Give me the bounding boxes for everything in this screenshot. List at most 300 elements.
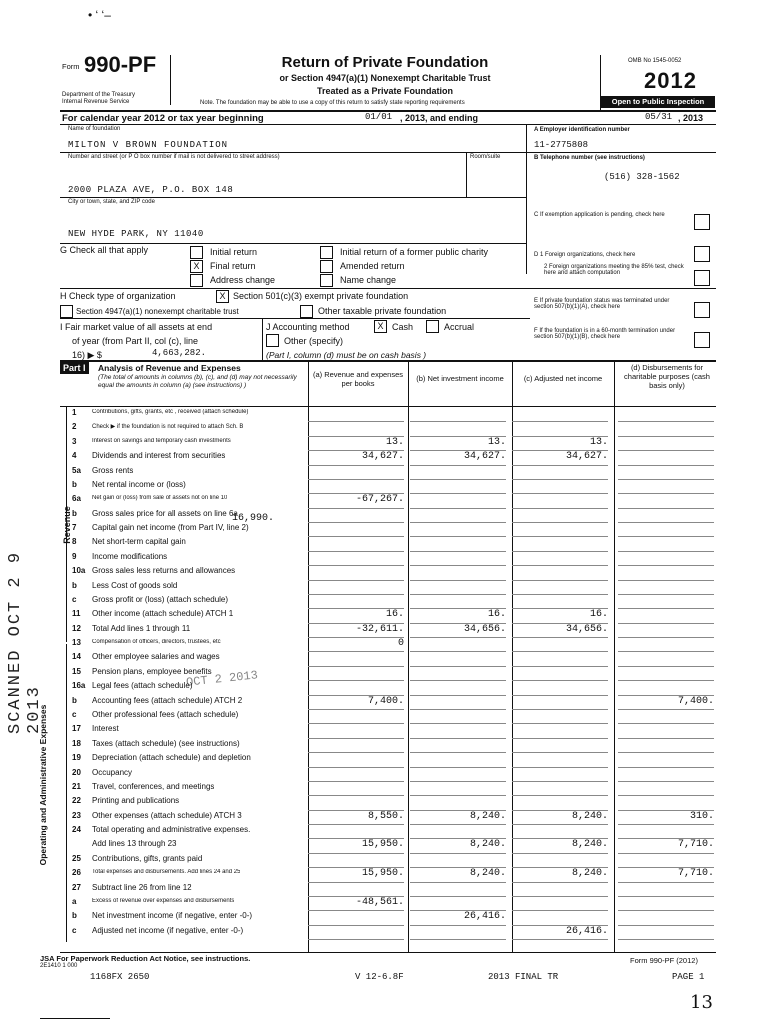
- other-method-label: Other (specify): [284, 336, 344, 346]
- cell-underline: [618, 565, 714, 566]
- line-number: 19: [72, 753, 81, 763]
- i-label-3: 16) ▶ $: [72, 350, 102, 360]
- line-description: Net rental income or (loss): [92, 479, 186, 489]
- cell-underline: [618, 536, 714, 537]
- line-description: Add lines 13 through 23: [92, 839, 177, 849]
- cell-underline: [308, 853, 404, 854]
- cell-underline: [410, 551, 506, 552]
- line-number: 17: [72, 724, 81, 734]
- cell-underline: [410, 565, 506, 566]
- line-value-col-d: 7,400.: [677, 695, 714, 707]
- line-value-col-b: 8,240.: [469, 810, 506, 822]
- c-checkbox[interactable]: [694, 214, 710, 230]
- line-number: 16a: [72, 681, 86, 691]
- cell-underline: [308, 465, 404, 466]
- cell-underline: [410, 795, 506, 796]
- cell-underline: [618, 752, 714, 753]
- cell-underline: [512, 752, 608, 753]
- cell-underline: [308, 781, 404, 782]
- line-number: 22: [72, 796, 81, 806]
- line-number: 13: [72, 638, 81, 648]
- cell-underline: [512, 939, 608, 940]
- line-value-col-c: 8,240.: [571, 810, 608, 822]
- line-description: Contributions, gifts, grants, etc , received (attach schedule): [92, 409, 249, 415]
- cell-underline: [512, 508, 608, 509]
- cell-underline: [512, 565, 608, 566]
- e-checkbox[interactable]: [694, 302, 710, 318]
- cell-underline: [308, 536, 404, 537]
- cell-underline: [618, 551, 714, 552]
- f-label: F If the foundation is in a 60-month termination under section 507(b)(1)(B), check here: [534, 328, 676, 340]
- line-number: 15: [72, 666, 81, 676]
- line-inline-value: 16,990.: [232, 512, 275, 524]
- line-description: Gross sales price for all assets on line 6a: [92, 508, 238, 518]
- cell-underline: [410, 709, 506, 710]
- line-number: b: [72, 911, 77, 921]
- footer-mid-2: 2013 FINAL TR: [488, 972, 559, 982]
- tax-year-mid: , 2013, and ending: [400, 113, 479, 123]
- cell-underline: [410, 939, 506, 940]
- d2-checkbox[interactable]: [694, 270, 710, 286]
- cell-underline: [308, 752, 404, 753]
- cell-underline: [308, 580, 404, 581]
- line-description: Adjusted net income (if negative, enter -0-): [92, 925, 244, 935]
- cell-underline: [618, 623, 714, 624]
- h-label: H Check type of organization: [60, 291, 176, 301]
- line-description: Pension plans, employee benefits: [92, 666, 212, 676]
- line-description: Depreciation (attach schedule) and depletion: [92, 753, 251, 763]
- cell-underline: [618, 882, 714, 883]
- scanned-stamp: SCANNED OCT 2 9 2013: [6, 550, 44, 734]
- line-description: Capital gain net income (from Part IV, line 2): [92, 523, 249, 533]
- jsa-code: 2E1410 1 000: [40, 963, 78, 969]
- cell-underline: [512, 651, 608, 652]
- line-description: Legal fees (attach schedule): [92, 681, 193, 691]
- ein-label: A Employer identification number: [534, 127, 630, 133]
- line-value-col-a: 8,550.: [367, 810, 404, 822]
- line-number: 25: [72, 853, 81, 863]
- address-change-label: Address change: [210, 275, 276, 285]
- line-description: Subtract line 26 from line 12: [92, 882, 192, 892]
- line-description: Net short-term capital gain: [92, 537, 186, 547]
- line-value-col-d: 7,710.: [677, 839, 714, 851]
- part-i-title-note: (The total of amounts in columns (b), (c), and (d) may not necessarily equal the amounts in column (a) (see instructions) ): [98, 374, 297, 389]
- line-description: Accounting fees (attach schedule) ATCH 2: [92, 695, 243, 705]
- cell-underline: [512, 536, 608, 537]
- city-value: NEW HYDE PARK, NY 11040: [68, 229, 204, 239]
- cell-underline: [308, 925, 404, 926]
- cell-underline: [512, 910, 608, 911]
- line-number: a: [72, 896, 77, 906]
- cell-underline: [410, 781, 506, 782]
- cell-underline: [512, 479, 608, 480]
- cell-underline: [512, 882, 608, 883]
- address-change-checkbox[interactable]: [190, 274, 203, 287]
- line-number: 4: [72, 451, 77, 461]
- cell-underline: [618, 910, 714, 911]
- line-number: b: [72, 508, 77, 518]
- initial-former-label: Initial return of a former public charity: [340, 247, 489, 257]
- foundation-name: MILTON V BROWN FOUNDATION: [68, 140, 229, 150]
- cell-underline: [410, 594, 506, 595]
- line-value-col-a: 15,950.: [361, 868, 404, 880]
- cell-underline: [618, 896, 714, 897]
- cell-underline: [410, 637, 506, 638]
- e-label: E If private foundation status was terminated under section 507(b)(1)(A), check here: [534, 298, 670, 310]
- final-return-label: Final return: [210, 261, 256, 271]
- cell-underline: [512, 666, 608, 667]
- line-number: 18: [72, 738, 81, 748]
- cell-underline: [512, 594, 608, 595]
- line-value-col-a: 7,400.: [367, 695, 404, 707]
- final-return-checkbox[interactable]: X: [190, 260, 203, 273]
- line-number: c: [72, 594, 77, 604]
- line-number: 11: [72, 609, 81, 619]
- i-label-2: of year (from Part II, col (c), line: [72, 336, 199, 346]
- line-number: b: [72, 695, 77, 705]
- cell-underline: [618, 450, 714, 451]
- line-value-col-a: -67,267.: [355, 494, 404, 506]
- cell-underline: [308, 666, 404, 667]
- line-number: 1: [72, 408, 77, 417]
- footer-mid: V 12-6.8F: [355, 972, 404, 982]
- irs-label: Internal Revenue Service: [62, 99, 130, 105]
- cell-underline: [512, 781, 608, 782]
- line-number: 3: [72, 436, 77, 446]
- cell-underline: [410, 508, 506, 509]
- line-description: Compensation of officers, directors, trustees, etc: [92, 639, 221, 646]
- line-value-col-d: 310.: [689, 810, 714, 822]
- cell-underline: [618, 479, 714, 480]
- line-description: Dividends and interest from securities: [92, 451, 226, 461]
- line-value-col-b: 8,240.: [469, 868, 506, 880]
- ein-value: 11-2775808: [534, 140, 589, 150]
- col-c-header: (c) Adjusted net income: [523, 374, 603, 383]
- line-value-col-a: 16.: [385, 609, 404, 621]
- j-note: (Part I, column (d) must be on cash basis ): [266, 350, 427, 360]
- cell-underline: [410, 767, 506, 768]
- cell-underline: [308, 882, 404, 883]
- cell-underline: [308, 479, 404, 480]
- d2-label: 2 Foreign organizations meeting the 85% test, check here and attach computation: [544, 264, 684, 276]
- line-number: 21: [72, 781, 81, 791]
- cell-underline: [512, 767, 608, 768]
- line-value-col-a: 15,950.: [361, 839, 404, 851]
- footer-left: 1168FX 2650: [90, 972, 150, 982]
- form-note: Note. The foundation may be able to use a copy of this return to satisfy state reporting requirements: [200, 100, 465, 106]
- initial-return-checkbox[interactable]: [190, 246, 203, 259]
- line-value-col-c: 34,656.: [565, 623, 608, 635]
- line-number: 14: [72, 652, 81, 662]
- cell-underline: [512, 580, 608, 581]
- line-description: Total Add lines 1 through 11: [92, 623, 191, 633]
- line-description: Total expenses and disbursements. Add lines 24 and 25: [92, 869, 241, 876]
- cell-underline: [512, 680, 608, 681]
- revenue-side-label: Revenue: [61, 506, 72, 544]
- cell-underline: [618, 709, 714, 710]
- line-value-col-a: -48,561.: [355, 896, 404, 908]
- line-description: Other employee salaries and wages: [92, 652, 220, 662]
- cell-underline: [308, 508, 404, 509]
- expenses-side-label: Operating and Administrative Expenses: [38, 704, 48, 866]
- cell-underline: [410, 580, 506, 581]
- cell-underline: [618, 594, 714, 595]
- col-d-header: (d) Disbursements for charitable purposes (cash basis only): [624, 363, 710, 390]
- cell-underline: [410, 824, 506, 825]
- line-description: Gross rents: [92, 465, 134, 475]
- line-value-col-c: 8,240.: [571, 868, 608, 880]
- amended-return-label: Amended return: [340, 261, 405, 271]
- cell-underline: [618, 436, 714, 437]
- cell-underline: [618, 795, 714, 796]
- cell-underline: [410, 738, 506, 739]
- cell-underline: [512, 695, 608, 696]
- other-method-checkbox[interactable]: [266, 334, 279, 347]
- cell-underline: [618, 608, 714, 609]
- line-number: 26: [72, 868, 81, 878]
- omb-number: OMB No 1545-0052: [628, 58, 682, 64]
- cell-underline: [618, 522, 714, 523]
- cell-underline: [512, 522, 608, 523]
- cell-underline: [410, 695, 506, 696]
- fmv-value: 4,663,282.: [152, 348, 207, 358]
- f-checkbox[interactable]: [694, 332, 710, 348]
- h-501c3-checkbox[interactable]: X: [216, 290, 229, 303]
- cell-underline: [410, 651, 506, 652]
- cell-underline: [410, 723, 506, 724]
- cell-underline: [512, 709, 608, 710]
- line-value-col-c: 13.: [589, 436, 608, 448]
- cell-underline: [308, 824, 404, 825]
- line-number: c: [72, 709, 77, 719]
- cell-underline: [618, 580, 714, 581]
- cell-underline: [618, 925, 714, 926]
- g-label: G Check all that apply: [60, 245, 149, 255]
- cell-underline: [308, 637, 404, 638]
- cell-underline: [308, 565, 404, 566]
- line-number: 10a: [72, 566, 86, 576]
- cell-underline: [618, 493, 714, 494]
- col-a-header: (a) Revenue and expenses per books: [312, 370, 404, 388]
- cell-underline: [410, 666, 506, 667]
- cell-underline: [512, 795, 608, 796]
- h-4947-label: Section 4947(a)(1) nonexempt charitable trust: [76, 307, 239, 316]
- line-description: Gross sales less returns and allowances: [92, 566, 236, 576]
- accrual-checkbox[interactable]: [426, 320, 439, 333]
- part-i-title: Analysis of Revenue and Expenses: [98, 363, 241, 373]
- line-number: 9: [72, 551, 77, 561]
- line-number: 5a: [72, 465, 81, 475]
- paperwork-notice: JSA For Paperwork Reduction Act Notice, see instructions.: [40, 954, 251, 963]
- line-value-col-c: 8,240.: [571, 839, 608, 851]
- cell-underline: [512, 824, 608, 825]
- i-label-1: I Fair market value of all assets at end: [60, 322, 213, 332]
- line-value-col-a: 13.: [385, 436, 404, 448]
- line-description: Check ▶ if the foundation is not required to attach Sch. B: [92, 424, 244, 431]
- cell-underline: [410, 536, 506, 537]
- cell-underline: [618, 508, 714, 509]
- cell-underline: [308, 738, 404, 739]
- street-label: Number and street (or P O box number if mail is not delivered to street address): [68, 154, 280, 160]
- line-value-col-b: 8,240.: [469, 839, 506, 851]
- phone-value: (516) 328-1562: [604, 172, 680, 182]
- cell-underline: [512, 637, 608, 638]
- h-501c3-label: Section 501(c)(3) exempt private foundation: [233, 291, 409, 301]
- line-description: Other expenses (attach schedule) ATCH 3: [92, 810, 242, 820]
- cell-underline: [618, 651, 714, 652]
- line-number: 23: [72, 810, 81, 820]
- city-label: City or town, state, and ZIP code: [68, 199, 155, 205]
- line-value-col-b: 13.: [487, 436, 506, 448]
- col-b-header: (b) Net investment income: [416, 374, 504, 383]
- line-number: c: [72, 925, 77, 935]
- cell-underline: [410, 421, 506, 422]
- line-value-col-b: 34,627.: [463, 451, 506, 463]
- phone-label: B Telephone number (see instructions): [534, 155, 645, 161]
- cell-underline: [410, 680, 506, 681]
- cell-underline: [618, 939, 714, 940]
- cell-underline: [512, 853, 608, 854]
- line-number: b: [72, 580, 77, 590]
- form-subtitle-1: or Section 4947(a)(1) Nonexempt Charitable Trust: [279, 73, 491, 83]
- form-prefix: Form: [62, 62, 80, 71]
- cell-underline: [308, 910, 404, 911]
- cell-underline: [512, 723, 608, 724]
- line-value-col-a: 0: [397, 638, 404, 650]
- line-description: Excess of revenue over expenses and disbursements: [92, 897, 235, 904]
- cell-underline: [512, 465, 608, 466]
- cell-underline: [308, 522, 404, 523]
- amended-return-checkbox[interactable]: [320, 260, 333, 273]
- cash-checkbox[interactable]: X: [374, 320, 387, 333]
- line-value-col-c: 26,416.: [565, 925, 608, 937]
- line-value-col-c: 34,627.: [565, 451, 608, 463]
- cell-underline: [410, 493, 506, 494]
- cell-underline: [512, 896, 608, 897]
- j-label: J Accounting method: [266, 322, 350, 332]
- cell-underline: [308, 767, 404, 768]
- line-description: Other income (attach schedule) ATCH 1: [92, 609, 234, 619]
- initial-former-checkbox[interactable]: [320, 246, 333, 259]
- line-number: 8: [72, 537, 77, 547]
- part-i-tag: Part I: [60, 362, 89, 374]
- cell-underline: [410, 853, 506, 854]
- line-number: 7: [72, 523, 77, 533]
- cell-underline: [410, 882, 506, 883]
- cell-underline: [512, 551, 608, 552]
- accrual-label: Accrual: [444, 322, 475, 332]
- line-value-col-b: 34,656.: [463, 623, 506, 635]
- tax-year: 2012: [644, 68, 697, 93]
- line-description: Net gain or (loss) from sale of assets not on line 10: [92, 495, 228, 502]
- cell-underline: [308, 594, 404, 595]
- cell-underline: [618, 637, 714, 638]
- form-footer: Form 990-PF (2012): [630, 956, 698, 965]
- line-value-col-b: 16.: [487, 609, 506, 621]
- dept-treasury: Department of the Treasury: [62, 92, 136, 98]
- line-description: Taxes (attach schedule) (see instructions): [92, 738, 240, 748]
- line-description: Total operating and administrative expenses.: [92, 825, 251, 835]
- name-change-checkbox[interactable]: [320, 274, 333, 287]
- open-inspection: Open to Public Inspection: [601, 96, 715, 108]
- line-description: Interest: [92, 724, 119, 734]
- h-other-checkbox[interactable]: [300, 305, 313, 318]
- cell-underline: [308, 651, 404, 652]
- cell-underline: [308, 723, 404, 724]
- line-number: 27: [72, 882, 81, 892]
- cell-underline: [410, 465, 506, 466]
- line-description: Travel, conferences, and meetings: [92, 781, 215, 791]
- line-number: 2: [72, 422, 77, 432]
- cell-underline: [410, 479, 506, 480]
- line-number: 6a: [72, 494, 81, 504]
- form-title: Return of Private Foundation: [281, 54, 489, 71]
- line-description: Printing and publications: [92, 796, 180, 806]
- line-description: Income modifications: [92, 551, 168, 561]
- initial-return-label: Initial return: [210, 247, 258, 257]
- tax-year-end-year: , 2013: [678, 113, 704, 123]
- cell-underline: [618, 853, 714, 854]
- line-value-col-d: 7,710.: [677, 868, 714, 880]
- cell-underline: [308, 709, 404, 710]
- cell-underline: [308, 795, 404, 796]
- cell-underline: [410, 925, 506, 926]
- street-value: 2000 PLAZA AVE, P.O. BOX 148: [68, 185, 234, 195]
- form-number: 990-PF: [84, 52, 157, 77]
- cell-underline: [618, 767, 714, 768]
- cell-underline: [308, 939, 404, 940]
- tax-year-begin: 01/01: [365, 112, 393, 122]
- cell-underline: [410, 752, 506, 753]
- line-description: Other professional fees (attach schedule): [92, 709, 239, 719]
- line-value-col-a: -32,611.: [355, 623, 404, 635]
- name-label: Name of foundation: [68, 126, 121, 132]
- line-value-col-a: 34,627.: [361, 451, 404, 463]
- cell-underline: [618, 465, 714, 466]
- h-4947-checkbox[interactable]: [60, 305, 73, 318]
- line-description: Net investment income (if negative, enter -0-): [92, 911, 253, 921]
- footer-page: PAGE 1: [672, 972, 705, 982]
- cell-underline: [512, 421, 608, 422]
- cell-underline: [410, 522, 506, 523]
- scan-mark: • ‘ ‘‒: [88, 8, 111, 22]
- cell-underline: [618, 666, 714, 667]
- cell-underline: [618, 421, 714, 422]
- d1-label: D 1 Foreign organizations, check here: [534, 252, 636, 258]
- h-other-label: Other taxable private foundation: [318, 306, 447, 316]
- line-number: 24: [72, 825, 81, 835]
- d1-checkbox[interactable]: [694, 246, 710, 262]
- cell-underline: [618, 781, 714, 782]
- room-label: Room/suite: [470, 154, 501, 160]
- line-value-col-c: 16.: [589, 609, 608, 621]
- line-description: Gross profit or (loss) (attach schedule): [92, 594, 229, 604]
- line-number: 12: [72, 623, 81, 633]
- cell-underline: [308, 680, 404, 681]
- cell-underline: [308, 421, 404, 422]
- cell-underline: [308, 551, 404, 552]
- line-description: Occupancy: [92, 767, 133, 777]
- form-subtitle-2: Treated as a Private Foundation: [316, 86, 454, 96]
- line-number: b: [72, 479, 77, 489]
- c-label: C If exemption application is pending, check here: [534, 212, 665, 218]
- tax-year-end: 05/31: [645, 112, 673, 122]
- cell-underline: [618, 680, 714, 681]
- line-value-col-b: 26,416.: [463, 911, 506, 923]
- name-change-label: Name change: [340, 275, 397, 285]
- line-description: Contributions, gifts, grants paid: [92, 853, 203, 863]
- line-number: 20: [72, 767, 81, 777]
